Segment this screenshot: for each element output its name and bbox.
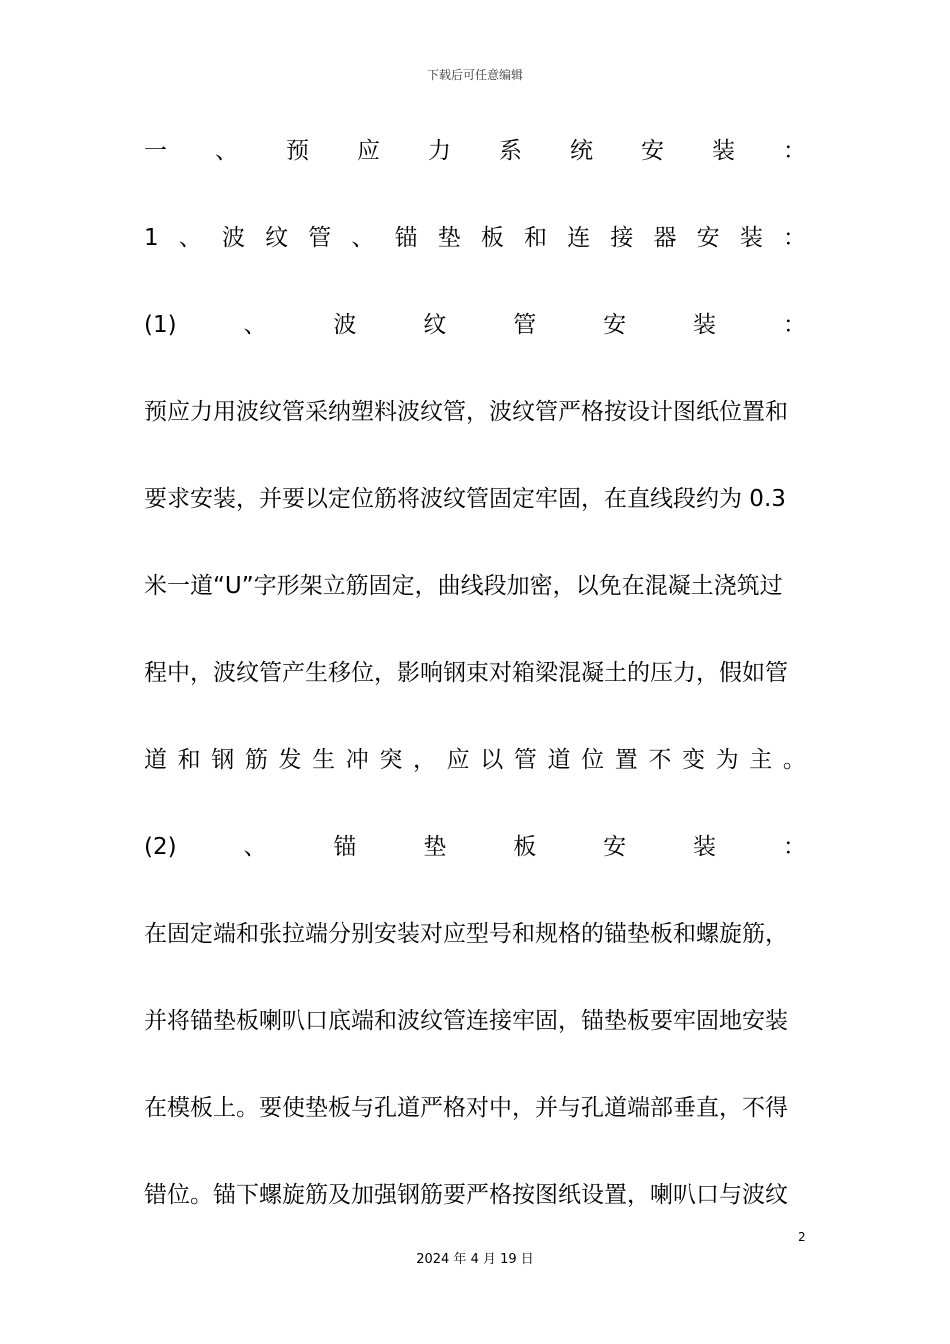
spaced-character: 为 <box>715 747 739 773</box>
spaced-character: 和 <box>177 747 201 773</box>
paragraph-line: 并将锚垫板喇叭口底端和波纹管连接牢固，锚垫板要牢固地安装 <box>144 1008 788 1034</box>
paragraph-line: 错位。锚下螺旋筋及加强钢筋要严格按图纸设置，喇叭口与波纹 <box>144 1182 788 1208</box>
footer-date: 2024 年 4 月 19 日 <box>416 1252 534 1267</box>
spaced-character: 安 <box>696 225 720 251</box>
page-header-note: 下载后可任意编辑 <box>426 68 523 82</box>
spaced-character: 和 <box>524 225 548 251</box>
spaced-character: ： <box>782 834 806 860</box>
spaced-character: 连 <box>567 225 591 251</box>
spaced-character: 装 <box>739 225 763 251</box>
heading-duct-anchor-installation <box>144 223 806 253</box>
spaced-character: 不 <box>648 747 672 773</box>
paragraph-line: 在模板上。要使垫板与孔道严格对中，并与孔道端部垂直，不得 <box>144 1095 788 1121</box>
spaced-character: 以 <box>480 747 504 773</box>
spaced-character: 、 <box>215 138 238 164</box>
spaced-character: 钢 <box>211 747 235 773</box>
spaced-character: 安 <box>603 312 627 338</box>
spaced-character: 波 <box>221 225 245 251</box>
spaced-character: 发 <box>278 747 302 773</box>
spaced-character: 一 <box>144 138 167 164</box>
paragraph-line: 在固定端和张拉端分别安装对应型号和规格的锚垫板和螺旋筋， <box>144 921 788 947</box>
spaced-character: 纹 <box>423 312 447 338</box>
spaced-character: 安 <box>641 138 664 164</box>
spaced-character: 板 <box>513 834 537 860</box>
spaced-character: 管 <box>308 225 332 251</box>
spaced-character: 冲 <box>345 747 369 773</box>
spaced-character: ， <box>413 747 436 773</box>
spaced-character: ： <box>782 225 806 251</box>
spaced-character: 系 <box>499 138 522 164</box>
spaced-character: 垫 <box>437 225 461 251</box>
spaced-character: 道 <box>547 747 571 773</box>
spaced-character: 道 <box>144 747 167 773</box>
spaced-character: 、 <box>178 225 202 251</box>
spaced-character: 安 <box>603 834 627 860</box>
spaced-character: 、 <box>243 834 267 860</box>
paragraph-line: 程中，波纹管产生移位，影响钢束对箱梁混凝土的压力，假如管 <box>144 660 788 686</box>
spaced-character: 突 <box>379 747 403 773</box>
page-number: 2 <box>798 1230 806 1244</box>
spaced-character: 波 <box>333 312 357 338</box>
spaced-character: 预 <box>286 138 309 164</box>
spaced-character: 应 <box>357 138 380 164</box>
spaced-character: 装 <box>693 312 717 338</box>
spaced-character: 纹 <box>265 225 289 251</box>
spaced-character: ： <box>783 138 806 164</box>
spaced-character: 锚 <box>394 225 418 251</box>
paragraph-line-justified <box>144 745 806 775</box>
spaced-character: 生 <box>312 747 336 773</box>
paragraph-line: 预应力用波纹管采纳塑料波纹管，波纹管严格按设计图纸位置和 <box>144 399 788 425</box>
spaced-character: 筋 <box>244 747 268 773</box>
heading-anchor-plate-installation <box>144 832 806 862</box>
spaced-character: 力 <box>428 138 451 164</box>
spaced-character: 管 <box>513 747 537 773</box>
spaced-character: (1) <box>144 312 177 338</box>
spaced-character: (2) <box>144 834 177 860</box>
spaced-character: 置 <box>614 747 638 773</box>
heading-corrugated-pipe-installation <box>144 310 806 340</box>
spaced-character: 应 <box>446 747 470 773</box>
spaced-character: 统 <box>570 138 593 164</box>
spaced-character: 1 <box>144 225 159 251</box>
spaced-character: 板 <box>480 225 504 251</box>
spaced-character: 。 <box>782 747 806 773</box>
spaced-character: ： <box>782 312 806 338</box>
spaced-character: 接 <box>610 225 634 251</box>
spaced-character: 锚 <box>333 834 357 860</box>
spaced-character: 装 <box>712 138 735 164</box>
spaced-character: 垫 <box>423 834 447 860</box>
spaced-character: 、 <box>243 312 267 338</box>
paragraph-line: 要求安装，并要以定位筋将波纹管固定牢固，在直线段约为 0.3 <box>144 486 786 512</box>
heading-prestress-installation <box>144 136 806 166</box>
spaced-character: 主 <box>749 747 773 773</box>
spaced-character: 位 <box>581 747 605 773</box>
spaced-character: 变 <box>682 747 705 773</box>
paragraph-line: 米一道“U”字形架立筋固定，曲线段加密，以免在混凝土浇筑过 <box>144 573 783 599</box>
spaced-character: 器 <box>653 225 677 251</box>
spaced-character: 、 <box>351 225 375 251</box>
spaced-character: 装 <box>693 834 717 860</box>
spaced-character: 管 <box>513 312 537 338</box>
